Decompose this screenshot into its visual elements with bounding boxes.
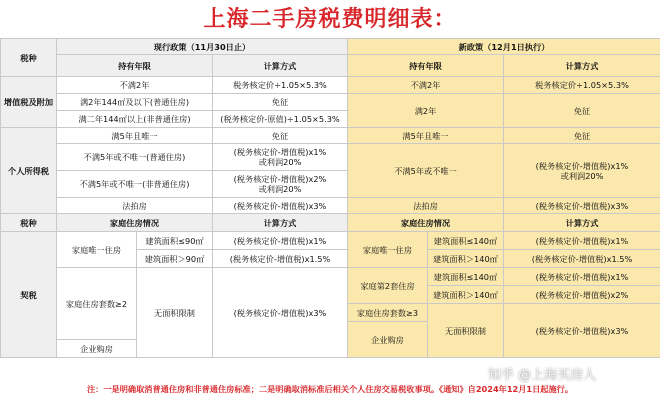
income-cur-calc-1: 免征	[213, 128, 348, 144]
income-new-years-1: 满5年且唯一	[348, 128, 504, 144]
income-cur-calc-3	[213, 171, 348, 198]
income-cur-years-1: 满5年且唯一	[57, 128, 213, 144]
income-cur-years-4: 法拍房	[57, 198, 213, 214]
header-calc-current: 计算方式	[213, 55, 348, 77]
vat-cur-calc-3: (税务核定价-原值)÷1.05×5.3%	[213, 111, 348, 128]
header-tax-type: 税种	[1, 39, 57, 77]
vat-cur-years-1: 不满2年	[57, 77, 213, 94]
page-title: 上海二手房税费明细表：	[203, 6, 457, 32]
deed-new-second-area-small: 建筑面积≤140㎡	[428, 268, 504, 286]
deed-cur-multi-home: 家庭住房套数≥2	[57, 268, 137, 340]
deed-cur-area-large: 建筑面积＞90㎡	[137, 250, 213, 268]
income-tax-label: 个人所得税	[1, 128, 57, 214]
income-cur-calc-2	[213, 144, 348, 171]
tax-fee-table	[0, 38, 660, 358]
deed-new-only-calc-large: (税务核定价-增值税)x1.5%	[504, 250, 660, 268]
income-new-calc-3: (税务核定价-增值税)x3%	[504, 198, 660, 214]
watermark: 知乎 @上海买房人	[488, 368, 597, 383]
deed-cur-only-home: 家庭唯一住房	[57, 232, 137, 268]
deed-new-no-limit: 无面积限制	[428, 304, 504, 358]
vat-new-years-1: 不满2年	[348, 77, 504, 94]
income-new-calc-1: 免征	[504, 128, 660, 144]
deed-new-second-area-large: 建筑面积＞140㎡	[428, 286, 504, 304]
income-new-calc-2-line2: 或利润20%	[560, 170, 604, 181]
income-cur-calc-3-line1: (税务核定价-增值税)x2%	[233, 174, 327, 184]
income-new-calc-2	[504, 144, 660, 198]
deed-cur-area-small-calc: (税务核定价-增值税)x1%	[213, 232, 348, 250]
footnote: 注：一是明确取消普通住房和非普通住房标准；二是明确取消标准后相关个人住房交易税收事项。《通知》自2024年12月1日起施行。	[86, 384, 574, 394]
deed-new-second-calc-large: (税务核定价-增值税)x2%	[504, 286, 660, 304]
deed-new-second-calc-small: (税务核定价-增值税)x1%	[504, 268, 660, 286]
income-new-calc-2-line1: (税务核定价-增值税)x1%	[535, 160, 629, 171]
header-hold-years-current: 持有年限	[57, 55, 213, 77]
deed-header-calc-current: 计算方式	[213, 214, 348, 232]
deed-new-only-area-large: 建筑面积＞140㎡	[428, 250, 504, 268]
header-calc-new: 计算方式	[504, 55, 660, 77]
vat-label: 增值税及附加	[1, 77, 57, 128]
vat-cur-calc-2: 免征	[213, 94, 348, 111]
vat-new-calc-1: 税务核定价÷1.05×5.3%	[504, 77, 660, 94]
income-cur-years-3: 不满5年或不唯一(非普通住房)	[57, 171, 213, 198]
income-cur-calc-2-line2: 或利润20%	[258, 157, 302, 167]
deed-cur-no-limit: 无面积限制	[137, 268, 213, 358]
income-cur-calc-3-line2: 或利润20%	[258, 184, 302, 194]
deed-new-only-area-small: 建筑面积≤140㎡	[428, 232, 504, 250]
deed-cur-company: 企业购房	[57, 340, 137, 358]
deed-cur-no-limit-calc: (税务核定价-增值税)x3%	[213, 268, 348, 358]
deed-header-calc-new: 计算方式	[504, 214, 660, 232]
header-hold-years-new: 持有年限	[348, 55, 504, 77]
income-cur-calc-2-line1: (税务核定价-增值税)x1%	[233, 147, 327, 157]
deed-new-no-limit-calc: (税务核定价-增值税)x3%	[504, 304, 660, 358]
deed-new-only-home: 家庭唯一住房	[348, 232, 428, 268]
vat-new-years-2: 满2年	[348, 94, 504, 128]
deed-header-tax-type: 税种	[1, 214, 57, 232]
vat-new-calc-2: 免征	[504, 94, 660, 128]
header-current-policy: 现行政策（11月30日止）	[57, 39, 348, 55]
income-new-years-2: 不满5年或不唯一	[348, 144, 504, 198]
deed-new-third-home: 家庭住房套数≥3	[348, 304, 428, 322]
deed-new-only-calc-small: (税务核定价-增值税)x1%	[504, 232, 660, 250]
vat-cur-years-3: 满二年144㎡以上(非普通住房)	[57, 111, 213, 128]
deed-new-company: 企业购房	[348, 322, 428, 358]
deed-header-household-new: 家庭住房情况	[348, 214, 504, 232]
deed-new-second-home: 家庭第2套住房	[348, 268, 428, 304]
deed-header-household-current: 家庭住房情况	[57, 214, 213, 232]
income-cur-calc-4: (税务核定价-增值税)x3%	[213, 198, 348, 214]
deed-cur-area-small: 建筑面积≤90㎡	[137, 232, 213, 250]
vat-cur-calc-1: 税务核定价÷1.05×5.3%	[213, 77, 348, 94]
income-new-years-3: 法拍房	[348, 198, 504, 214]
income-cur-years-2: 不满5年或不唯一(普通住房)	[57, 144, 213, 171]
vat-cur-years-2: 满2年144㎡及以下(普通住房)	[57, 94, 213, 111]
header-new-policy: 新政策（12月1日执行）	[348, 39, 660, 55]
deed-cur-area-large-calc: (税务核定价-增值税)x1.5%	[213, 250, 348, 268]
deed-tax-label: 契税	[1, 232, 57, 358]
